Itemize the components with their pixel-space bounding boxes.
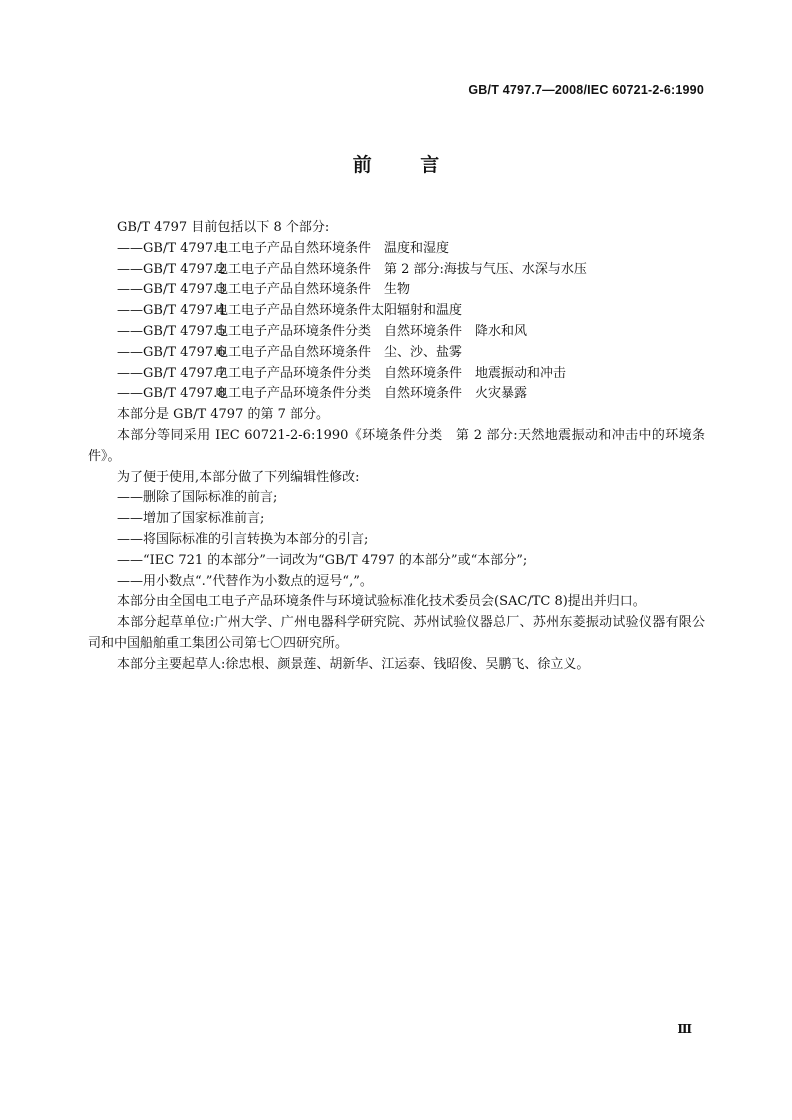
part-statement: 本部分是 GB/T 4797 的第 7 部分。 [117,407,330,423]
list-item [88,343,705,364]
drafting-units-paragraph: 本部分起草单位:广州大学、广州电器科学研究院、苏州试验仪器总厂、苏州东菱振动试验仪器有限公司和中国船舶重工集团公司第七〇四研究所。 [88,615,705,651]
part-name: 电工电子产品自然环境条件 第 2 部分:海拔与气压、水深与水压 [215,261,587,277]
list-item: ——用小数点“.”代替作为小数点的逗号“,”。 [117,573,373,589]
foreword-body [88,218,705,676]
list-item [88,260,705,281]
part-code: ——GB/T 4797.2 [117,261,226,277]
edits-intro: 为了便于使用,本部分做了下列编辑性修改: [117,469,360,485]
part-name: 电工电子产品环境条件分类 自然环境条件 火灾暴露 [215,386,528,402]
part-name: 电工电子产品环境条件分类 自然环境条件 降水和风 [215,323,528,339]
list-item: ——删除了国际标准的前言; [117,490,278,506]
part-code: ——GB/T 4797.8 [117,386,226,402]
list-item [88,322,705,343]
intro-line: GB/T 4797 目前包括以下 8 个部分: [117,220,330,235]
page-title: 前 言 [352,154,440,176]
page-number: Ⅲ [677,1022,692,1036]
list-item [88,384,705,405]
part-code: ——GB/T 4797.4 [117,303,226,319]
part-name: 电工电子产品自然环境条件 生物 [215,282,411,298]
part-code: ——GB/T 4797.6 [117,344,226,360]
list-item [88,301,705,322]
list-item: ——增加了国家标准前言; [117,511,265,527]
adoption-paragraph: 本部分等同采用 IEC 60721-2-6:1990《环境条件分类 第 2 部分:天然地震振动和冲击中的环境条件》。 [88,427,705,464]
drafters-paragraph: 本部分主要起草人:徐忠根、颜景莲、胡新华、江运泰、钱昭俊、吴鹏飞、徐立义。 [117,656,590,672]
part-name: 电工电子产品自然环境条件 温度和湿度 [215,240,450,256]
part-name: 电工电子产品环境条件分类 自然环境条件 地震振动和冲击 [215,365,567,381]
part-code: ——GB/T 4797.1 [117,240,226,256]
list-item [88,364,705,385]
part-code: ——GB/T 4797.3 [117,282,226,298]
list-item: ——“IEC 721 的本部分”一词改为“GB/T 4797 的本部分”或“本部分”; [117,552,528,568]
parts-list [88,239,705,405]
part-code: ——GB/T 4797.5 [117,323,226,339]
list-item [88,280,705,301]
list-item: ——将国际标准的引言转换为本部分的引言; [117,531,369,547]
standard-code-header: GB/T 4797.7—2008/IEC 60721-2-6:1990 [468,83,704,97]
proposal-paragraph: 本部分由全国电工电子产品环境条件与环境试验标准化技术委员会(SAC/TC 8)提出并归口。 [117,594,646,610]
part-name: 电工电子产品自然环境条件太阳辐射和温度 [215,303,463,319]
part-code: ——GB/T 4797.7 [117,365,226,381]
part-name: 电工电子产品自然环境条件 尘、沙、盐雾 [215,344,463,360]
edits-list [88,488,705,592]
list-item [88,239,705,260]
